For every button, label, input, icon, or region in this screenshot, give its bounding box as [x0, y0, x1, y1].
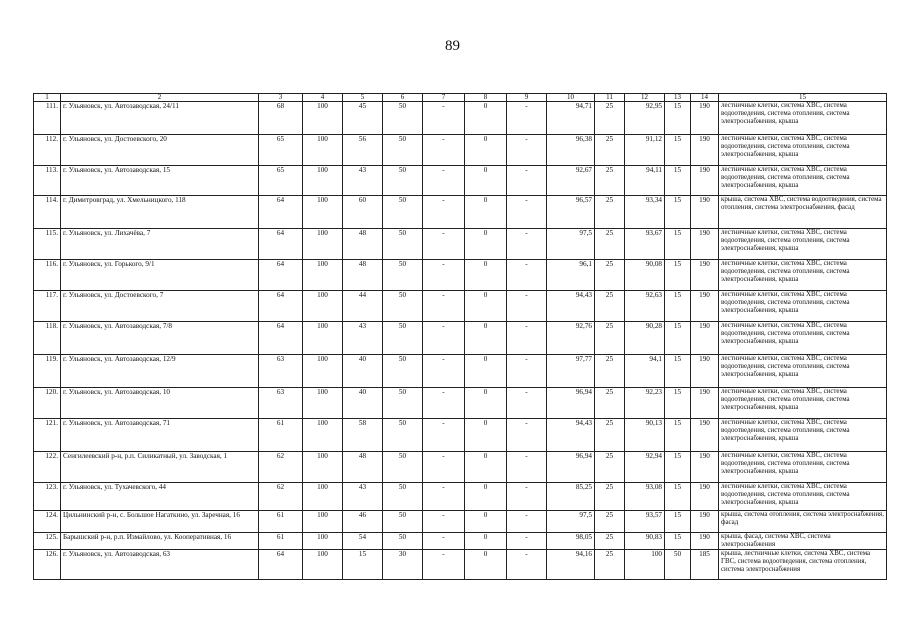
table-row: [34, 452, 887, 483]
address-cell: г. Ульяновск, ул. Автозаводская, 10: [61, 388, 259, 419]
value-cell: 0: [465, 135, 507, 166]
row-number-cell: 125.: [34, 533, 61, 550]
value-cell: 15: [665, 291, 691, 322]
value-cell: 90,13: [625, 419, 665, 452]
column-header-9: 9: [507, 94, 547, 102]
works-cell: крыша, система ХВС, система водоотведения, система отопления, система электроснабжения, фасад: [719, 196, 887, 229]
value-cell: 50: [383, 196, 423, 229]
value-cell: -: [423, 135, 465, 166]
value-cell: 61: [259, 419, 303, 452]
works-cell: лестничные клетки, система ХВС, система водоотведения, система отопления, система электроснабжения, крыша: [719, 260, 887, 291]
value-cell: 190: [691, 196, 719, 229]
row-number-cell: 111.: [34, 102, 61, 135]
works-cell: лестничные клетки, система ХВС, система водоотведения, система отопления, система электроснабжения, крыша: [719, 355, 887, 388]
value-cell: 25: [595, 511, 625, 533]
value-cell: 91,12: [625, 135, 665, 166]
value-cell: 25: [595, 419, 625, 452]
value-cell: 50: [665, 549, 691, 579]
value-cell: -: [423, 102, 465, 135]
value-cell: 100: [303, 355, 343, 388]
table-row: [34, 388, 887, 419]
value-cell: 63: [259, 355, 303, 388]
row-number-cell: 122.: [34, 452, 61, 483]
value-cell: 190: [691, 419, 719, 452]
value-cell: 56: [343, 135, 383, 166]
value-cell: -: [507, 196, 547, 229]
address-cell: г. Ульяновск, ул. Достоевского, 7: [61, 291, 259, 322]
value-cell: 15: [665, 388, 691, 419]
value-cell: 50: [383, 102, 423, 135]
address-cell: г. Ульяновск, ул. Автозаводская, 12/9: [61, 355, 259, 388]
value-cell: -: [507, 322, 547, 355]
address-cell: Цильнинский р-н, с. Большое Нагаткино, ул. Заречная, 16: [61, 511, 259, 533]
table-row: [34, 196, 887, 229]
row-number-cell: 124.: [34, 511, 61, 533]
value-cell: 68: [259, 102, 303, 135]
value-cell: 96,94: [547, 452, 595, 483]
address-cell: г. Ульяновск, ул. Лихачёва, 7: [61, 229, 259, 260]
value-cell: 25: [595, 166, 625, 196]
value-cell: 0: [465, 102, 507, 135]
value-cell: 90,83: [625, 533, 665, 550]
value-cell: -: [423, 260, 465, 291]
value-cell: 92,63: [625, 291, 665, 322]
table-row: [34, 483, 887, 511]
row-number-cell: 121.: [34, 419, 61, 452]
value-cell: 46: [343, 511, 383, 533]
value-cell: 100: [303, 388, 343, 419]
value-cell: 25: [595, 291, 625, 322]
value-cell: 25: [595, 549, 625, 579]
value-cell: -: [507, 452, 547, 483]
value-cell: 100: [303, 102, 343, 135]
value-cell: 15: [665, 355, 691, 388]
value-cell: 190: [691, 229, 719, 260]
value-cell: 43: [343, 166, 383, 196]
header-row: [34, 94, 887, 102]
value-cell: 50: [383, 483, 423, 511]
column-header-8: 8: [465, 94, 507, 102]
value-cell: 0: [465, 355, 507, 388]
row-number-cell: 113.: [34, 166, 61, 196]
value-cell: 92,23: [625, 388, 665, 419]
value-cell: 0: [465, 419, 507, 452]
value-cell: 50: [383, 419, 423, 452]
row-number-cell: 117.: [34, 291, 61, 322]
address-cell: г. Ульяновск, ул. Автозаводская, 63: [61, 549, 259, 579]
value-cell: 94,16: [547, 549, 595, 579]
value-cell: 190: [691, 135, 719, 166]
works-cell: крыша, лестничные клетки, система ХВС, система ГВС, система водоотведения, система отопления, система электроснабжения: [719, 549, 887, 579]
value-cell: 25: [595, 483, 625, 511]
column-header-14: 14: [691, 94, 719, 102]
table-row: [34, 102, 887, 135]
value-cell: 85,25: [547, 483, 595, 511]
value-cell: 62: [259, 483, 303, 511]
row-number-cell: 123.: [34, 483, 61, 511]
column-header-6: 6: [383, 94, 423, 102]
value-cell: -: [423, 291, 465, 322]
value-cell: 25: [595, 135, 625, 166]
value-cell: 15: [665, 229, 691, 260]
value-cell: 15: [665, 452, 691, 483]
value-cell: 43: [343, 322, 383, 355]
address-cell: г. Ульяновск, ул. Горького, 9/1: [61, 260, 259, 291]
value-cell: 94,43: [547, 291, 595, 322]
value-cell: 90,28: [625, 322, 665, 355]
value-cell: 100: [303, 166, 343, 196]
value-cell: 100: [303, 452, 343, 483]
value-cell: 100: [625, 549, 665, 579]
value-cell: 54: [343, 533, 383, 550]
value-cell: 15: [665, 533, 691, 550]
works-cell: лестничные клетки, система ХВС, система водоотведения, система отопления, система электроснабжения, крыша: [719, 135, 887, 166]
value-cell: 190: [691, 291, 719, 322]
value-cell: -: [507, 166, 547, 196]
value-cell: 61: [259, 511, 303, 533]
address-cell: г. Ульяновск, ул. Автозаводская, 7/8: [61, 322, 259, 355]
value-cell: 40: [343, 388, 383, 419]
value-cell: -: [423, 452, 465, 483]
table-row: [34, 229, 887, 260]
value-cell: 48: [343, 260, 383, 291]
value-cell: 190: [691, 533, 719, 550]
value-cell: 63: [259, 388, 303, 419]
column-header-15: 15: [719, 94, 887, 102]
value-cell: 62: [259, 452, 303, 483]
value-cell: -: [507, 135, 547, 166]
row-number-cell: 116.: [34, 260, 61, 291]
table-row: [34, 291, 887, 322]
value-cell: -: [423, 388, 465, 419]
works-cell: крыша, система отопления, система электроснабжения, фасад: [719, 511, 887, 533]
page-number: 89: [445, 38, 460, 54]
value-cell: -: [423, 229, 465, 260]
value-cell: 93,08: [625, 483, 665, 511]
value-cell: 97,5: [547, 511, 595, 533]
value-cell: 100: [303, 135, 343, 166]
address-cell: г. Ульяновск, ул. Достоевского, 20: [61, 135, 259, 166]
value-cell: 94,71: [547, 102, 595, 135]
value-cell: 50: [383, 355, 423, 388]
value-cell: 0: [465, 483, 507, 511]
value-cell: 25: [595, 533, 625, 550]
value-cell: -: [423, 533, 465, 550]
value-cell: 190: [691, 452, 719, 483]
value-cell: 96,38: [547, 135, 595, 166]
value-cell: 25: [595, 452, 625, 483]
value-cell: 100: [303, 322, 343, 355]
works-cell: лестничные клетки, система ХВС, система водоотведения, система отопления, система электроснабжения, крыша: [719, 419, 887, 452]
value-cell: 96,57: [547, 196, 595, 229]
value-cell: -: [507, 483, 547, 511]
buildings-table: [33, 93, 887, 580]
works-cell: лестничные клетки, система ХВС, система водоотведения, система отопления, система электроснабжения, крыша: [719, 388, 887, 419]
value-cell: 190: [691, 166, 719, 196]
column-header-13: 13: [665, 94, 691, 102]
table-row: [34, 135, 887, 166]
value-cell: 92,94: [625, 452, 665, 483]
value-cell: -: [507, 102, 547, 135]
value-cell: 25: [595, 260, 625, 291]
value-cell: 100: [303, 229, 343, 260]
value-cell: 100: [303, 533, 343, 550]
value-cell: 58: [343, 419, 383, 452]
value-cell: 92,67: [547, 166, 595, 196]
value-cell: -: [507, 355, 547, 388]
value-cell: 100: [303, 260, 343, 291]
value-cell: 44: [343, 291, 383, 322]
value-cell: 97,77: [547, 355, 595, 388]
address-cell: Барышский р-н, р.п. Измайлово, ул. Кооперативная, 16: [61, 533, 259, 550]
value-cell: 94,1: [625, 355, 665, 388]
address-cell: г. Ульяновск, ул. Автозаводская, 15: [61, 166, 259, 196]
row-number-cell: 115.: [34, 229, 61, 260]
address-cell: г. Ульяновск, ул. Автозаводская, 71: [61, 419, 259, 452]
value-cell: -: [423, 196, 465, 229]
value-cell: 190: [691, 355, 719, 388]
value-cell: 93,57: [625, 511, 665, 533]
value-cell: 97,5: [547, 229, 595, 260]
table-row: [34, 166, 887, 196]
value-cell: 100: [303, 511, 343, 533]
value-cell: 93,34: [625, 196, 665, 229]
value-cell: 0: [465, 166, 507, 196]
table-row: [34, 355, 887, 388]
value-cell: 90,08: [625, 260, 665, 291]
value-cell: 15: [665, 511, 691, 533]
column-header-7: 7: [423, 94, 465, 102]
column-header-5: 5: [343, 94, 383, 102]
table-row: [34, 322, 887, 355]
value-cell: 190: [691, 322, 719, 355]
value-cell: -: [507, 511, 547, 533]
value-cell: 190: [691, 102, 719, 135]
value-cell: 40: [343, 355, 383, 388]
value-cell: 48: [343, 452, 383, 483]
value-cell: -: [507, 533, 547, 550]
value-cell: 64: [259, 260, 303, 291]
value-cell: 15: [665, 483, 691, 511]
value-cell: 64: [259, 196, 303, 229]
value-cell: 50: [383, 229, 423, 260]
table-row: [34, 419, 887, 452]
works-cell: лестничные клетки, система ХВС, система водоотведения, система отопления, система электроснабжения, крыша: [719, 483, 887, 511]
address-cell: г. Ульяновск, ул. Тухачевского, 44: [61, 483, 259, 511]
value-cell: 100: [303, 419, 343, 452]
value-cell: 25: [595, 196, 625, 229]
table-row: [34, 549, 887, 579]
value-cell: 0: [465, 291, 507, 322]
value-cell: 25: [595, 388, 625, 419]
value-cell: 96,94: [547, 388, 595, 419]
table-row: [34, 533, 887, 550]
value-cell: 100: [303, 549, 343, 579]
value-cell: 185: [691, 549, 719, 579]
value-cell: 15: [665, 166, 691, 196]
row-number-cell: 119.: [34, 355, 61, 388]
value-cell: 64: [259, 322, 303, 355]
value-cell: 94,11: [625, 166, 665, 196]
column-header-3: 3: [259, 94, 303, 102]
value-cell: 15: [665, 260, 691, 291]
column-header-11: 11: [595, 94, 625, 102]
value-cell: 64: [259, 229, 303, 260]
value-cell: -: [507, 549, 547, 579]
value-cell: -: [507, 419, 547, 452]
column-header-12: 12: [625, 94, 665, 102]
value-cell: 0: [465, 322, 507, 355]
value-cell: 64: [259, 291, 303, 322]
value-cell: 0: [465, 549, 507, 579]
value-cell: 48: [343, 229, 383, 260]
value-cell: 0: [465, 511, 507, 533]
value-cell: 50: [383, 388, 423, 419]
table-row: [34, 260, 887, 291]
value-cell: 25: [595, 102, 625, 135]
value-cell: -: [423, 166, 465, 196]
works-cell: лестничные клетки, система ХВС, система водоотведения, система отопления, система электроснабжения, крыша: [719, 229, 887, 260]
value-cell: 92,95: [625, 102, 665, 135]
value-cell: -: [507, 388, 547, 419]
column-header-4: 4: [303, 94, 343, 102]
works-cell: лестничные клетки, система ХВС, система водоотведения, система отопления, система электроснабжения, крыша: [719, 291, 887, 322]
value-cell: -: [423, 549, 465, 579]
value-cell: 61: [259, 533, 303, 550]
row-number-cell: 112.: [34, 135, 61, 166]
value-cell: 0: [465, 196, 507, 229]
value-cell: 15: [343, 549, 383, 579]
value-cell: 100: [303, 483, 343, 511]
value-cell: 0: [465, 260, 507, 291]
value-cell: 25: [595, 229, 625, 260]
column-header-10: 10: [547, 94, 595, 102]
value-cell: 50: [383, 260, 423, 291]
row-number-cell: 118.: [34, 322, 61, 355]
address-cell: Сенгилеевский р-н, р.п. Силикатный, ул. Заводская, 1: [61, 452, 259, 483]
value-cell: 0: [465, 452, 507, 483]
value-cell: 50: [383, 166, 423, 196]
value-cell: -: [423, 355, 465, 388]
value-cell: 100: [303, 196, 343, 229]
address-cell: г. Димитровград, ул. Хмельницкого, 118: [61, 196, 259, 229]
value-cell: -: [423, 322, 465, 355]
row-number-cell: 114.: [34, 196, 61, 229]
value-cell: 190: [691, 388, 719, 419]
value-cell: 50: [383, 452, 423, 483]
value-cell: -: [423, 419, 465, 452]
works-cell: крыша, фасад, система ХВС, система электроснабжения: [719, 533, 887, 550]
works-cell: лестничные клетки, система ХВС, система водоотведения, система отопления, система электроснабжения, крыша: [719, 322, 887, 355]
value-cell: 96,1: [547, 260, 595, 291]
value-cell: 94,43: [547, 419, 595, 452]
value-cell: 190: [691, 511, 719, 533]
value-cell: 25: [595, 322, 625, 355]
value-cell: 0: [465, 229, 507, 260]
value-cell: 50: [383, 322, 423, 355]
value-cell: -: [507, 229, 547, 260]
works-cell: лестничные клетки, система ХВС, система водоотведения, система отопления, система электроснабжения, крыша: [719, 166, 887, 196]
table-row: [34, 511, 887, 533]
value-cell: 65: [259, 135, 303, 166]
value-cell: 15: [665, 196, 691, 229]
value-cell: 190: [691, 483, 719, 511]
row-number-cell: 126.: [34, 549, 61, 579]
value-cell: 50: [383, 291, 423, 322]
value-cell: 45: [343, 102, 383, 135]
row-number-cell: 120.: [34, 388, 61, 419]
value-cell: -: [423, 483, 465, 511]
value-cell: 0: [465, 388, 507, 419]
value-cell: 50: [383, 135, 423, 166]
value-cell: 100: [303, 291, 343, 322]
address-cell: г. Ульяновск, ул. Автозаводская, 24/11: [61, 102, 259, 135]
value-cell: 92,76: [547, 322, 595, 355]
value-cell: 15: [665, 135, 691, 166]
value-cell: -: [423, 511, 465, 533]
works-cell: лестничные клетки, система ХВС, система водоотведения, система отопления, система электроснабжения, крыша: [719, 102, 887, 135]
value-cell: 64: [259, 549, 303, 579]
works-cell: лестничные клетки, система ХВС, система водоотведения, система отопления, система электроснабжения, крыша: [719, 452, 887, 483]
value-cell: 15: [665, 419, 691, 452]
column-header-2: 2: [61, 94, 259, 102]
value-cell: 25: [595, 355, 625, 388]
value-cell: 60: [343, 196, 383, 229]
column-header-1: 1: [34, 94, 61, 102]
value-cell: 98,05: [547, 533, 595, 550]
value-cell: 50: [383, 511, 423, 533]
value-cell: -: [507, 291, 547, 322]
value-cell: 15: [665, 322, 691, 355]
value-cell: 43: [343, 483, 383, 511]
value-cell: 190: [691, 260, 719, 291]
value-cell: 30: [383, 549, 423, 579]
value-cell: 50: [383, 533, 423, 550]
value-cell: 65: [259, 166, 303, 196]
value-cell: -: [507, 260, 547, 291]
value-cell: 0: [465, 533, 507, 550]
value-cell: 93,67: [625, 229, 665, 260]
value-cell: 15: [665, 102, 691, 135]
